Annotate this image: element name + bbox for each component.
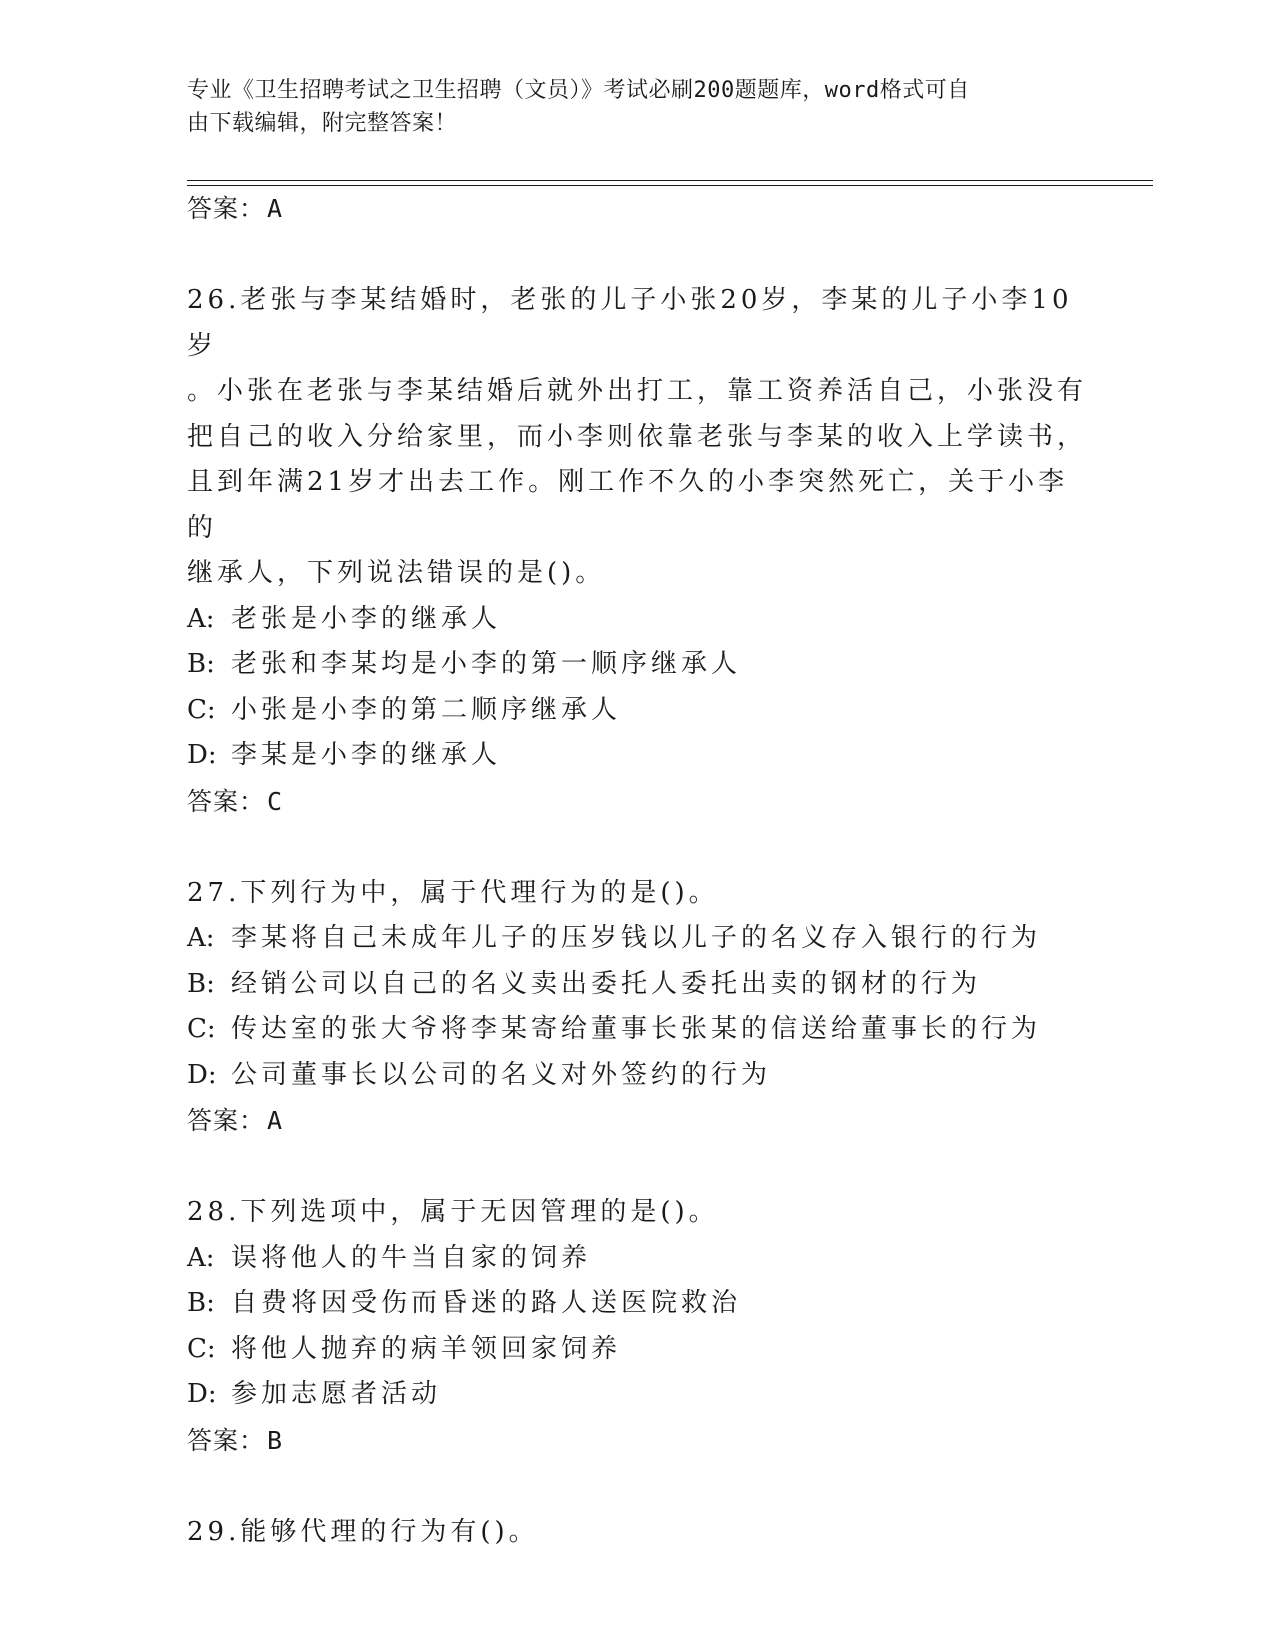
answer-line <box>187 779 1087 825</box>
option-text: 小张是小李的第二顺序继承人 <box>231 694 622 725</box>
option-a <box>187 1236 1087 1282</box>
header-line: 专业《卫生招聘考试之卫生招聘（文员）》考试必刷200题题库，word格式可自 <box>187 78 970 103</box>
page-header <box>187 74 1067 140</box>
option-letter: D: <box>187 740 217 770</box>
question-line: 把自己的收入分给家里，而小李则依靠老张与李某的收入上学读书， <box>187 421 1088 452</box>
option-text: 李某将自己未成年儿子的压岁钱以儿子的名义存入银行的行为 <box>231 923 1042 953</box>
question-line: 26.老张与李某结婚时，老张的儿子小张20岁，李某的儿子小李10岁 <box>187 285 1073 361</box>
option-text: 自费将因受伤而昏迷的路人送医院救治 <box>231 1288 742 1318</box>
option-c <box>187 1327 1087 1373</box>
option-text: 传达室的张大爷将李某寄给董事长张某的信送给董事长的行为 <box>231 1014 1042 1044</box>
option-letter: C: <box>187 1014 216 1044</box>
question-block <box>187 871 1087 1145</box>
answer-value: A <box>267 194 284 223</box>
question-block <box>187 1190 1087 1464</box>
option-text: 经销公司以自己的名义卖出委托人委托出卖的钢材的行为 <box>231 968 982 999</box>
option-text: 李某是小李的继承人 <box>231 740 502 770</box>
option-text: 公司董事长以公司的名义对外签约的行为 <box>231 1059 772 1090</box>
answer-line <box>187 1418 1087 1464</box>
question-line: 28.下列选项中，属于无因管理的是()。 <box>187 1197 719 1227</box>
question-line: 且到年满21岁才出去工作。刚工作不久的小李突然死亡，关于小李的 <box>187 467 1069 543</box>
question-line: 27.下列行为中，属于代理行为的是()。 <box>187 877 719 908</box>
answer-label: 答案： <box>187 1425 266 1455</box>
question-line: 29.能够代理的行为有()。 <box>187 1516 539 1547</box>
answer-label: 答案： <box>187 786 266 816</box>
option-letter: A: <box>187 603 215 634</box>
answer-value: B <box>267 1425 284 1455</box>
question-text <box>187 1510 1087 1556</box>
option-letter: B: <box>187 649 215 679</box>
option-text: 将他人抛弃的病羊领回家饲养 <box>231 1333 622 1364</box>
question-line: 继承人，下列说法错误的是()。 <box>187 558 606 588</box>
option-letter: A: <box>187 923 215 953</box>
option-d <box>187 1053 1087 1099</box>
option-d <box>187 1372 1087 1418</box>
option-b <box>187 1281 1087 1327</box>
option-c <box>187 1007 1087 1053</box>
option-text: 参加志愿者活动 <box>231 1379 442 1409</box>
question-block <box>187 1510 1087 1556</box>
option-text: 老张和李某均是小李的第一顺序继承人 <box>231 649 742 679</box>
question-text <box>187 871 1087 917</box>
option-letter: C: <box>187 1333 216 1364</box>
option-a <box>187 916 1087 962</box>
option-letter: B: <box>187 968 215 999</box>
option-text: 误将他人的牛当自家的饲养 <box>231 1242 592 1273</box>
question-line: 。小张在老张与李某结婚后就外出打工，靠工资养活自己，小张没有 <box>187 376 1088 406</box>
answer-value: A <box>267 1106 284 1135</box>
answer-label: 答案： <box>187 1106 266 1135</box>
answer-line <box>187 186 1087 232</box>
question-text <box>187 278 1087 597</box>
header-divider <box>187 180 1153 181</box>
answer-label: 答案： <box>187 194 266 223</box>
question-text <box>187 1190 1087 1236</box>
question-list <box>187 186 1087 1555</box>
option-text: 老张是小李的继承人 <box>231 603 502 634</box>
option-letter: C: <box>187 694 216 725</box>
header-line: 由下载编辑，附完整答案！ <box>187 111 458 136</box>
question-block <box>187 278 1087 825</box>
option-a <box>187 597 1087 643</box>
option-letter: B: <box>187 1288 215 1318</box>
answer-value: C <box>267 786 284 816</box>
option-c <box>187 688 1087 734</box>
option-letter: D: <box>187 1059 217 1090</box>
option-b <box>187 962 1087 1008</box>
option-b <box>187 642 1087 688</box>
option-letter: D: <box>187 1379 217 1409</box>
option-letter: A: <box>187 1242 215 1273</box>
answer-line <box>187 1098 1087 1144</box>
option-d <box>187 733 1087 779</box>
